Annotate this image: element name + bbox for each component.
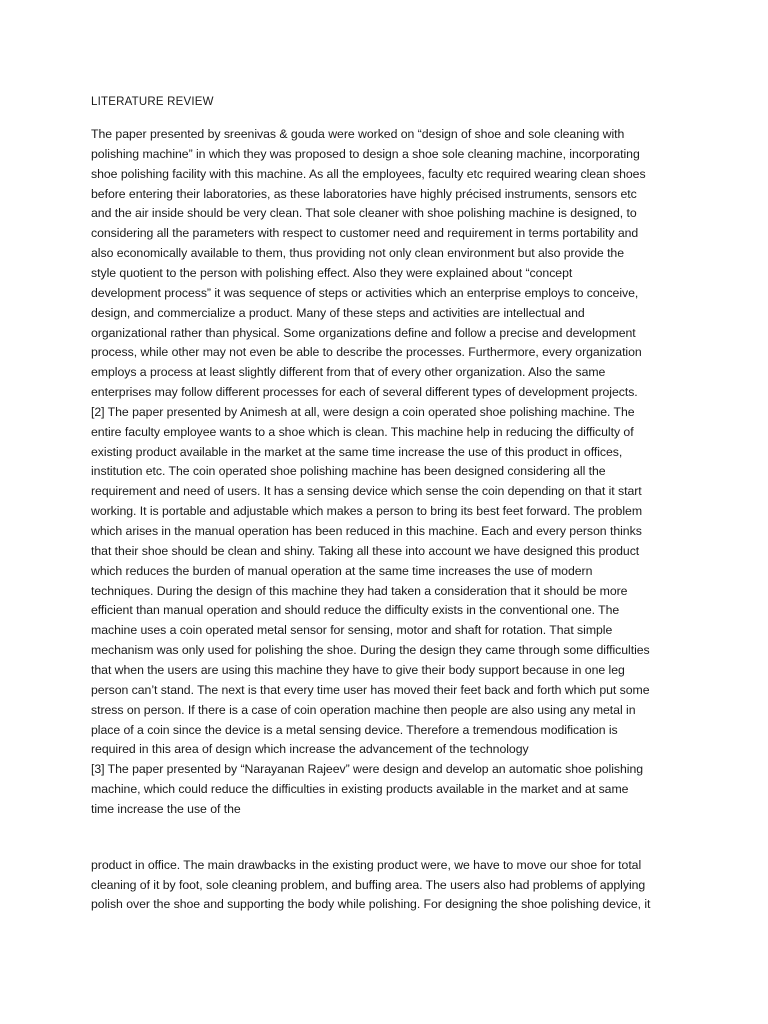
text-line: The paper presented by sreenivas & gouda were worked on “design of shoe and sole cleaning with [91,127,625,141]
text-line: mechanism was only used for polishing the shoe. During the design they came through some difficulties [91,643,650,658]
text-line: design, and commercialize a product. Many of these steps and activities are intellectual and [91,305,585,320]
section-heading: LITERATURE REVIEW [91,96,214,108]
text-line: employs a process at least slightly different from that of every other organization. Also the same [91,365,606,380]
text-line: process, while other may not even be able to describe the processes. Furthermore, every organization [91,345,642,360]
text-line: that their shoe should be clean and shiny. Taking all these into account we have designed this product [91,543,640,558]
text-line: style quotient to the person with polishing effect. Also they were explained about “concept [91,265,573,280]
text-line: shoe polishing facility with this machine. As all the employees, faculty etc required wearing clean shoes [91,166,646,181]
text-line: considering all the parameters with respect to customer need and requirement in terms portability and [91,226,639,241]
text-line: efficient than manual operation and should reduce the difficulty exists in the conventional one. The [91,603,620,618]
text-line: institution etc. The coin operated shoe polishing machine has been designed considering all the [91,464,606,479]
text-line: development process” it was sequence of steps or activities which an enterprise employs to conceive, [91,285,639,300]
text-line: which arises in the manual operation has been reduced in this machine. Each and every person thinks [91,524,642,538]
text-line: working. It is portable and adjustable which makes a person to bring its best feet forward. The problem [91,504,643,519]
text-line: [2] The paper presented by Animesh at all, were design a coin operated shoe polishing machine. The [91,404,635,419]
text-line: that when the users are using this machine they have to give their body support because in one leg [91,662,625,677]
text-line: person can’t stand. The next is that every time user has moved their feet back and forth which put some [91,682,650,697]
text-line: organizational rather than physical. Some organizations define and follow a precise and development [91,325,636,340]
text-line: required in this area of design which increase the advancement of the technology [91,742,529,757]
text-line: cleaning of it by foot, sole cleaning problem, and buffing area. The users also had problems of applying [91,877,646,892]
text-line: also economically available to them, thus providing not only clean environment but also provide the [91,246,625,261]
text-line: place of a coin since the device is a metal sensing device. Therefore a tremendous modification is [91,722,618,737]
text-line: time increase the use of the [91,801,241,816]
text-line: stress on person. If there is a case of coin operation machine then people are also using any metal in [91,702,636,717]
text-line: which reduces the burden of manual operation at the same time increases the use of modern [91,563,593,578]
text-line: requirement and need of users. It has a sensing device which sense the coin depending on that it start [91,484,642,499]
text-line: entire faculty employee wants to a shoe which is clean. This machine help in reducing the difficulty of [91,424,634,439]
text-line: polishing machine” in which they was proposed to design a shoe sole cleaning machine, incorporating [91,146,640,161]
text-line: existing product available in the market at the same time increase the use of this product in offices, [91,444,623,459]
text-line: machine uses a coin operated metal sensor for sensing, motor and shaft for rotation. That simple [91,623,613,638]
text-line: and the air inside should be very clean. That sole cleaner with shoe polishing machine is designed, to [91,206,637,221]
text-line: techniques. During the design of this machine they had taken a consideration that it should be more [91,583,628,598]
text-line: machine, which could reduce the difficulties in existing products available in the market and at same [91,782,629,797]
text-line: before entering their laboratories, as these laboratories have highly précised instruments, sensors etc [91,186,637,201]
text-line: product in office. The main drawbacks in the existing product were, we have to move our shoe for total [91,858,642,872]
text-line: polish over the shoe and supporting the body while polishing. For designing the shoe polishing device, it [91,897,651,911]
text-line: [3] The paper presented by “Narayanan Rajeev” were design and develop an automatic shoe polishing [91,762,644,777]
text-line: enterprises may follow different processes for each of several different types of development projects. [91,385,638,400]
